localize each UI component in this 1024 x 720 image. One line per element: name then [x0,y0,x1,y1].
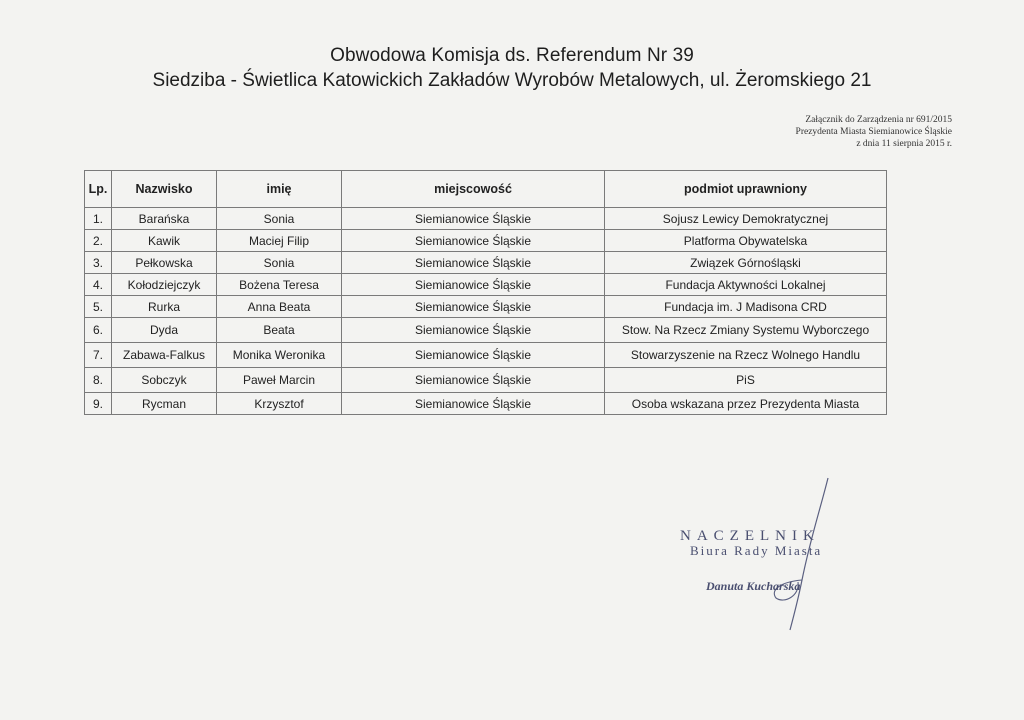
cell-miejscowosc: Siemianowice Śląskie [342,368,605,393]
cell-nazwisko: Barańska [112,208,217,230]
cell-lp: 3. [85,252,112,274]
stamp-line-1: NACZELNIK [680,528,820,544]
table-row [85,274,887,296]
cell-miejscowosc: Siemianowice Śląskie [342,252,605,274]
document-title: Obwodowa Komisja ds. Referendum Nr 39 [330,45,694,66]
cell-podmiot: Fundacja Aktywności Lokalnej [605,274,887,296]
cell-podmiot: PiS [605,368,887,393]
cell-lp: 2. [85,230,112,252]
cell-imie: Paweł Marcin [217,368,342,393]
cell-imie: Maciej Filip [217,230,342,252]
cell-miejscowosc: Siemianowice Śląskie [342,393,605,415]
header-podmiot: podmiot uprawniony [605,171,887,208]
table-row [85,208,887,230]
table-row [85,368,887,393]
cell-lp: 1. [85,208,112,230]
table-row [85,230,887,252]
table-header-row [85,171,887,208]
stamp-line-2: Biura Rady Miasta [690,543,823,558]
cell-nazwisko: Pełkowska [112,252,217,274]
header-imie: imię [217,171,342,208]
official-stamp [680,528,870,594]
stamp-name: Danuta Kucharska [706,579,801,593]
cell-nazwisko: Zabawa-Falkus [112,343,217,368]
cell-imie: Monika Weronika [217,343,342,368]
attachment-line-2: Prezydenta Miasta Siemianowice Śląskie [795,127,952,137]
cell-lp: 6. [85,318,112,343]
cell-imie: Sonia [217,252,342,274]
cell-podmiot: Platforma Obywatelska [605,230,887,252]
cell-lp: 5. [85,296,112,318]
header-nazwisko: Nazwisko [112,171,217,208]
members-table [84,170,887,415]
table-row [85,343,887,368]
cell-imie: Krzysztof [217,393,342,415]
table-row [85,393,887,415]
attachment-line-1: Załącznik do Zarządzenia nr 691/2015 [805,115,952,125]
cell-imie: Anna Beata [217,296,342,318]
table-row [85,296,887,318]
header-miejscowosc: miejscowość [342,171,605,208]
cell-podmiot: Związek Górnośląski [605,252,887,274]
cell-miejscowosc: Siemianowice Śląskie [342,208,605,230]
cell-podmiot: Osoba wskazana przez Prezydenta Miasta [605,393,887,415]
cell-podmiot: Fundacja im. J Madisona CRD [605,296,887,318]
table-row [85,252,887,274]
header-lp: Lp. [85,171,112,208]
cell-imie: Bożena Teresa [217,274,342,296]
cell-lp: 8. [85,368,112,393]
cell-nazwisko: Rurka [112,296,217,318]
cell-lp: 9. [85,393,112,415]
cell-podmiot: Stow. Na Rzecz Zmiany Systemu Wyborczego [605,318,887,343]
cell-miejscowosc: Siemianowice Śląskie [342,343,605,368]
attachment-line-3: z dnia 11 sierpnia 2015 r. [856,139,952,149]
cell-lp: 7. [85,343,112,368]
table-row [85,318,887,343]
cell-podmiot: Sojusz Lewicy Demokratycznej [605,208,887,230]
cell-miejscowosc: Siemianowice Śląskie [342,274,605,296]
cell-nazwisko: Dyda [112,318,217,343]
cell-miejscowosc: Siemianowice Śląskie [342,230,605,252]
cell-miejscowosc: Siemianowice Śląskie [342,318,605,343]
attachment-note [796,114,952,150]
cell-nazwisko: Kołodziejczyk [112,274,217,296]
cell-nazwisko: Rycman [112,393,217,415]
cell-nazwisko: Sobczyk [112,368,217,393]
cell-nazwisko: Kawik [112,230,217,252]
cell-lp: 4. [85,274,112,296]
cell-imie: Sonia [217,208,342,230]
cell-imie: Beata [217,318,342,343]
cell-miejscowosc: Siemianowice Śląskie [342,296,605,318]
cell-podmiot: Stowarzyszenie na Rzecz Wolnego Handlu [605,343,887,368]
document-subtitle: Siedziba - Świetlica Katowickich Zakładów Wyrobów Metalowych, ul. Żeromskiego 21 [152,70,872,91]
